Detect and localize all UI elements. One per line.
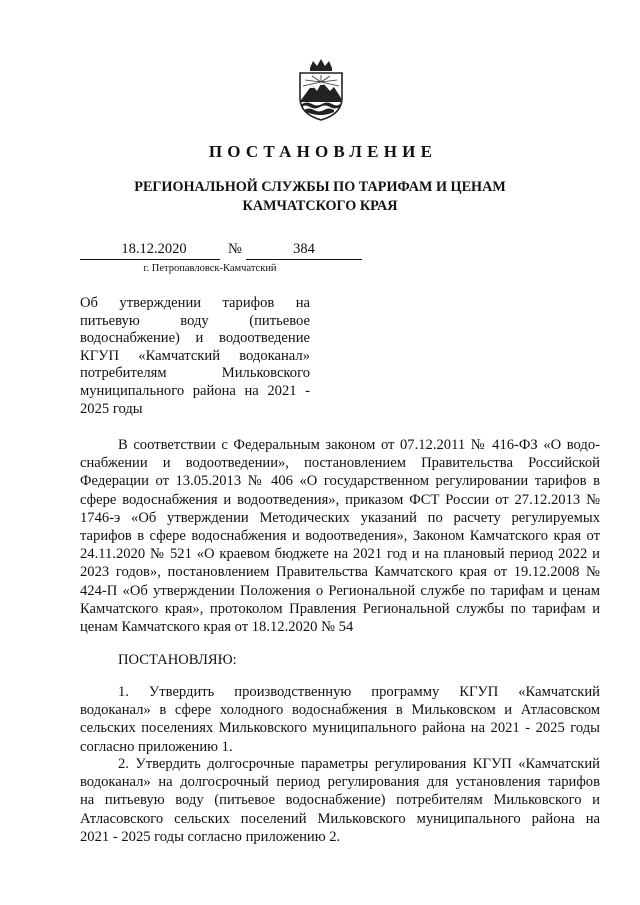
preamble-line: 424-П «Об утверждении Положения о Региональной службе по тарифам и ценам bbox=[80, 582, 600, 599]
organization-line: РЕГИОНАЛЬНОЙ СЛУЖБЫ ПО ТАРИФАМ И ЦЕНАМ bbox=[134, 179, 506, 195]
preamble-line: Федерации от 13.05.2013 № 406 «О государственном регулировании тарифов в bbox=[80, 473, 600, 490]
decree-word: ПОСТАНОВЛЯЮ: bbox=[118, 652, 237, 668]
item-line: водоканал» в сфере холодного водоснабжения в Мильковском и Атласовском bbox=[80, 702, 600, 719]
item-line: 1. Утвердить производственную программу КГУП «Камчатский bbox=[118, 684, 600, 700]
decision-item-1 bbox=[80, 683, 600, 756]
subject-line: водоснабжение) и водоотведение bbox=[80, 330, 310, 347]
kamchatka-coat-of-arms-icon bbox=[294, 58, 348, 122]
item-line: 2. Утвердить долгосрочные параметры регулирования КГУП «Камчатский bbox=[118, 756, 600, 772]
item-line: 2021 - 2025 годы согласно приложению 2. bbox=[80, 828, 341, 845]
number-underline bbox=[246, 259, 362, 260]
preamble-line: 1746-э «Об утверждении Методических указаний по расчету регулируемых bbox=[80, 509, 600, 526]
issuing-organization bbox=[0, 178, 640, 216]
preamble-line: В соответствии с Федеральным законом от 07.12.2011 № 416-ФЗ «О водо- bbox=[118, 437, 600, 453]
preamble-line: Камчатского края», протоколом Правления Региональной службы по тарифам и bbox=[80, 600, 600, 617]
preamble-paragraph bbox=[80, 436, 600, 636]
item-line: на питьевую воду (питьевое водоснабжение) потребителям Мильковского и bbox=[80, 792, 600, 809]
preamble-line: ценам Камчатского края от 18.12.2020 № 54 bbox=[80, 619, 354, 636]
city-label: г. Петропавловск-Камчатский bbox=[143, 263, 277, 274]
subject-line: 2025 годы bbox=[80, 400, 143, 417]
subject-line: питьевую воду (питьевое bbox=[80, 312, 310, 329]
organization-line: КАМЧАТСКОГО КРАЯ bbox=[242, 198, 398, 214]
date-number-row bbox=[80, 241, 370, 263]
item-line: сельских поселениях Мильковского муниципального района на 2021 - 2025 годы bbox=[80, 720, 600, 737]
document-title: ПОСТАНОВЛЕНИЕ bbox=[208, 142, 438, 161]
document-number: 384 bbox=[293, 241, 315, 257]
decision-item-2 bbox=[80, 755, 600, 846]
preamble-line: 2023 годов», постановлением Правительства Камчатского края от 19.12.2008 № bbox=[80, 564, 600, 581]
preamble-line: снабжении и водоотведении», постановлением Правительства Российской bbox=[80, 455, 600, 472]
preamble-line: тарифов в сфере водоснабжения и водоотведения», Законом Камчатского края от bbox=[80, 528, 600, 545]
item-line: водоканал» на долгосрочный период регулирования для установления тарифов bbox=[80, 774, 600, 791]
date-underline bbox=[80, 259, 220, 260]
preamble-line: сфере водоснабжения и водоотведения», приказом ФСТ России от 27.12.2013 № bbox=[80, 491, 600, 508]
subject-line: потребителям Мильковского bbox=[80, 365, 310, 382]
subject-line: КГУП «Камчатский водоканал» bbox=[80, 347, 310, 364]
subject-line: Об утверждении тарифов на bbox=[80, 295, 310, 311]
subject-line: муниципального района на 2021 - bbox=[80, 382, 310, 399]
item-line: согласно приложению 1. bbox=[80, 738, 233, 755]
document-subject bbox=[80, 295, 310, 418]
document-date: 18.12.2020 bbox=[121, 241, 187, 257]
preamble-line: 24.11.2020 № 521 «О краевом бюджете на 2021 год и на плановый период 2022 и bbox=[80, 546, 600, 563]
number-sign: № bbox=[228, 241, 242, 257]
item-line: Атласовского сельских поселений Мильковского муниципального района на bbox=[80, 810, 600, 827]
